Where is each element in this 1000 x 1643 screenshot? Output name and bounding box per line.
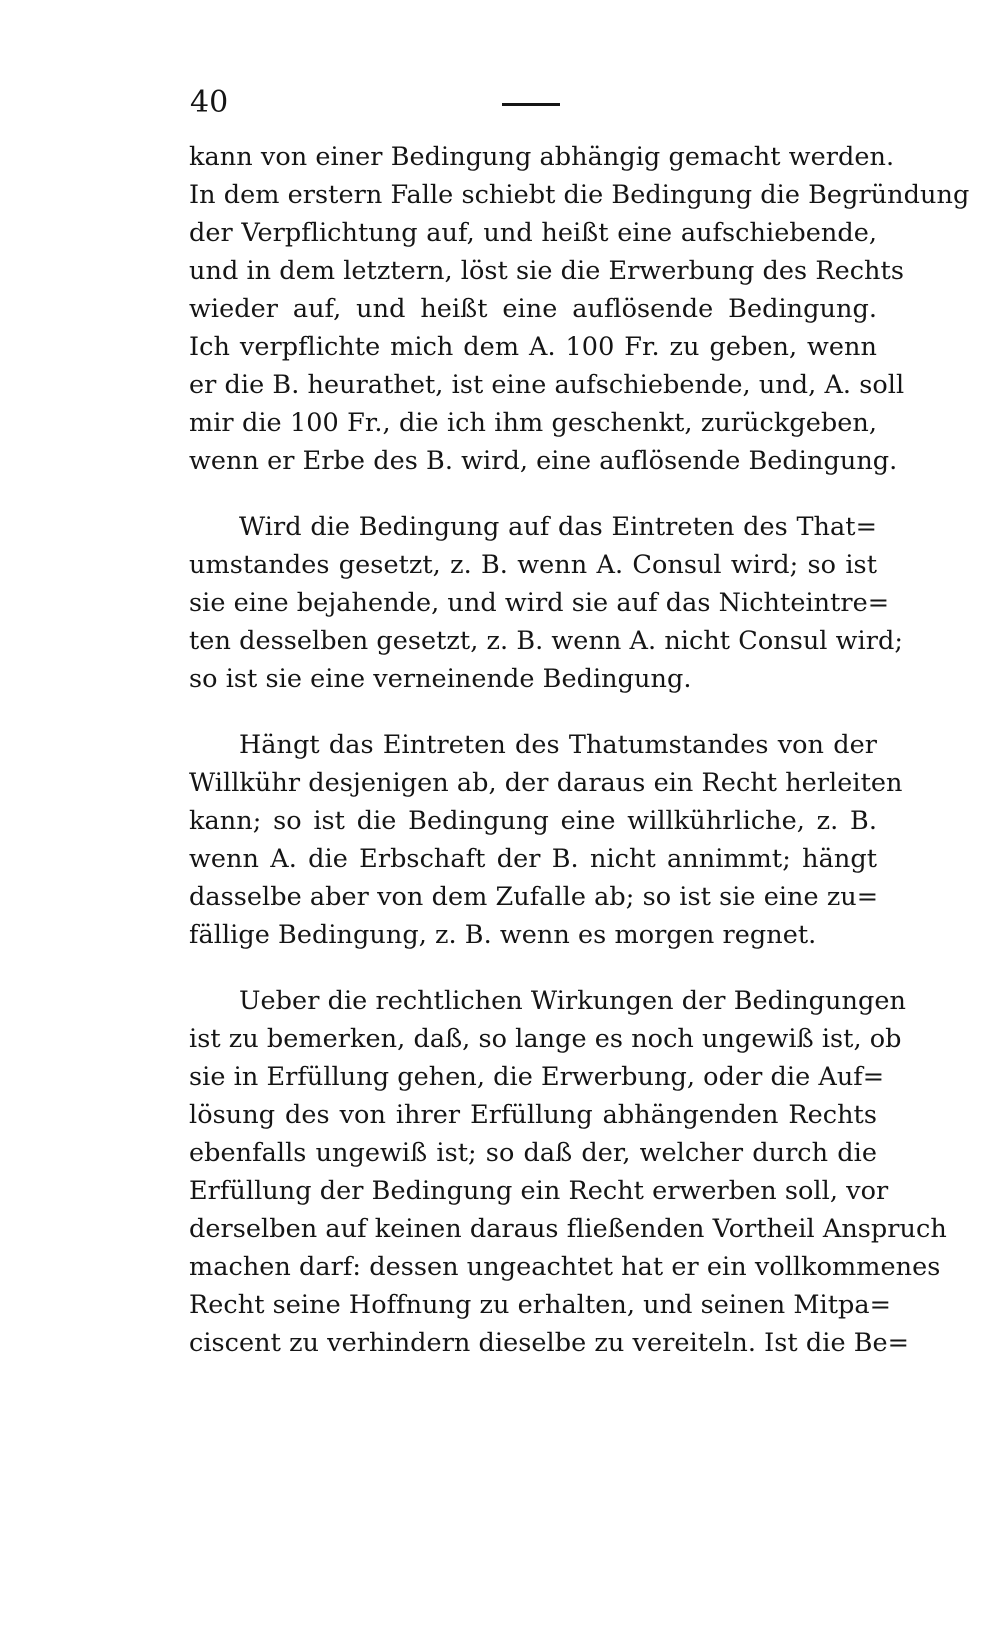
text-line: In dem erstern Falle schiebt die Bedingung die Begründung	[189, 180, 970, 210]
text-line: Wird die Bedingung auf das Eintreten des That=	[239, 512, 877, 542]
text-line: ebenfalls ungewiß ist; so daß der, welcher durch die	[189, 1138, 877, 1168]
text-line: umstandes gesetzt, z. B. wenn A. Consul wird; so ist	[189, 550, 877, 580]
text-line: ist zu bemerken, daß, so lange es noch ungewiß ist, ob	[189, 1024, 902, 1054]
text-line: kann von einer Bedingung abhängig gemacht werden.	[189, 142, 895, 172]
paragraph-gap	[189, 954, 877, 982]
text-line: machen darf: dessen ungeachtet hat er ein vollkommenes	[189, 1252, 941, 1282]
page-header	[0, 78, 1000, 128]
paragraph-1	[189, 138, 970, 480]
text-line: Ich verpflichte mich dem A. 100 Fr. zu geben, wenn	[189, 332, 877, 362]
text-line: fällige Bedingung, z. B. wenn es morgen regnet.	[189, 920, 817, 950]
text-line: der Verpflichtung auf, und heißt eine aufschiebende,	[189, 218, 877, 248]
page-number: 40	[190, 85, 229, 120]
paragraph-gap	[189, 698, 877, 726]
text-line: so ist sie eine verneinende Bedingung.	[189, 664, 692, 694]
text-line: mir die 100 Fr., die ich ihm geschenkt, zurückgeben,	[189, 408, 877, 438]
text-line: und in dem letztern, löst sie die Erwerbung des Rechts	[189, 256, 904, 286]
paragraph-4	[189, 982, 947, 1362]
text-line: sie in Erfüllung gehen, die Erwerbung, oder die Auf=	[189, 1062, 885, 1092]
text-line: wieder auf, und heißt eine auflösende Bedingung.	[189, 294, 877, 324]
text-line: sie eine bejahende, und wird sie auf das Nichteintre=	[189, 588, 890, 618]
text-line: ciscent zu verhindern dieselbe zu vereiteln. Ist die Be=	[189, 1328, 910, 1358]
text-line: dasselbe aber von dem Zufalle ab; so ist sie eine zu=	[189, 882, 879, 912]
paragraph-gap	[189, 480, 877, 508]
text-line: kann; so ist die Bedingung eine willkührliche, z. B.	[189, 806, 877, 836]
text-line: ten desselben gesetzt, z. B. wenn A. nicht Consul wird;	[189, 626, 903, 656]
text-line: Hängt das Eintreten des Thatumstandes von der	[239, 730, 877, 760]
text-line: wenn er Erbe des B. wird, eine auflösende Bedingung.	[189, 446, 898, 476]
text-line: Willkühr desjenigen ab, der daraus ein Recht herleiten	[189, 768, 903, 798]
paragraph-2	[189, 508, 903, 698]
text-line: wenn A. die Erbschaft der B. nicht annimmt; hängt	[189, 844, 877, 874]
text-line: Recht seine Hoffnung zu erhalten, und seinen Mitpa=	[189, 1290, 892, 1320]
header-rule	[502, 103, 560, 106]
text-line: Erfüllung der Bedingung ein Recht erwerben soll, vor	[189, 1176, 889, 1206]
text-line: lösung des von ihrer Erfüllung abhängenden Rechts	[189, 1100, 877, 1130]
text-line: Ueber die rechtlichen Wirkungen der Bedingungen	[239, 986, 906, 1016]
paragraph-3	[189, 726, 903, 954]
text-line: derselben auf keinen daraus fließenden Vortheil Anspruch	[189, 1214, 947, 1244]
text-line: er die B. heurathet, ist eine aufschiebende, und, A. soll	[189, 370, 905, 400]
body-text	[189, 138, 970, 1362]
